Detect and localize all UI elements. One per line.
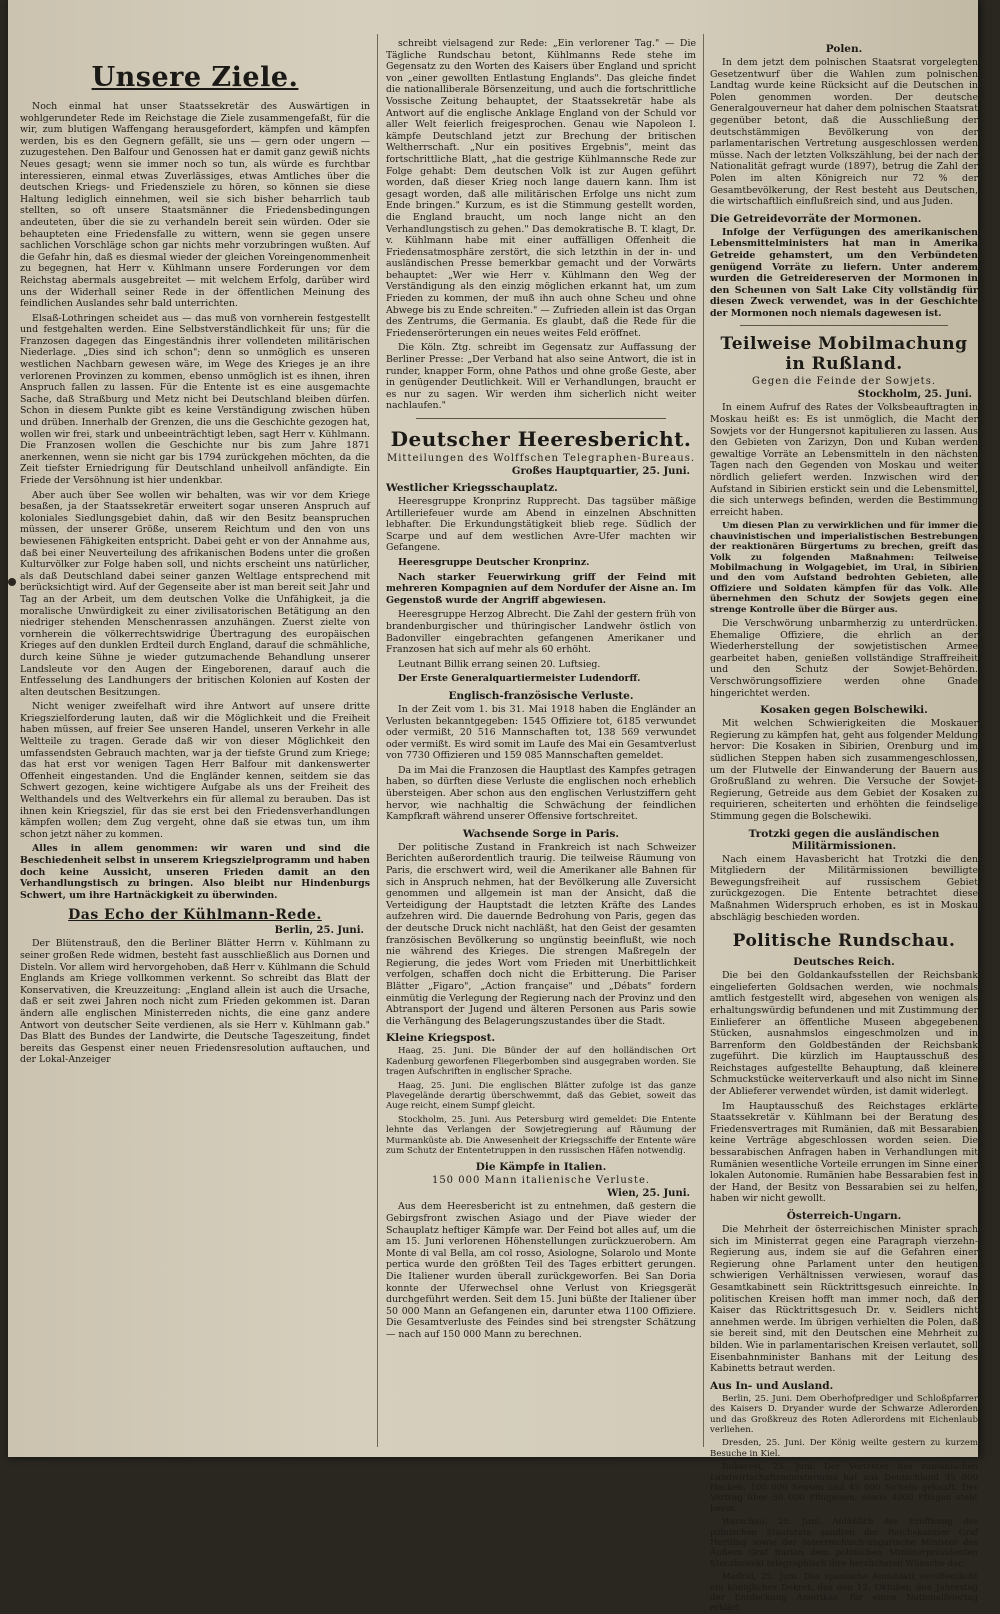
article-paragraph: Stockholm, 25. Juni. Aus Petersburg wird gemeldet: Die Entente lehnte das Verlangen der Sowjetregierung auf Räumung der Murmanküste ab. Die Anwesenheit der Kriegsschiffe der Entente wäre zum Schutz der Ententetruppen in den russischen Häfen notwendig. bbox=[386, 1114, 696, 1156]
divider bbox=[416, 418, 666, 419]
newspaper-page bbox=[8, 0, 978, 1614]
article-paragraph: Heeresgruppe Herzog Albrecht. Die Zahl der gestern früh von brandenburgischer und thüringischer Landwehr östlich von Badonviller eingebrachten gefangenen Amerikaner und Franzosen hat sich auf mehr als 60 erhöht. bbox=[386, 609, 696, 656]
article-paragraph: Die bei den Goldankaufsstellen der Reichsbank eingelieferten Goldsachen werden, wie nochmals amtlich festgestellt wird, abgesehen von wenigen als erhaltungswürdig befundenen und mit Zustimmung der Einlieferer an öffentliche Museen abgegebenen Stücken, ausnahmslos eingeschmolzen und in Barrenform den Goldbeständen der Reichsbank zugeführt. Die kürzlich im Hauptausschuß des Reichstages aufgestellte Behauptung, daß kleinere Schmuckstücke weiterverkauft und also nicht im Sinne der Ablieferer verwendet würden, ist damit widerlegt. bbox=[710, 970, 978, 1098]
article-paragraph: Heeresgruppe Deutscher Kronprinz. bbox=[398, 556, 590, 568]
section-headline: Teilweise Mobilmachung in Rußland. bbox=[720, 334, 968, 375]
article-paragraph: Im Hauptausschuß des Reichstages erklärte Staatssekretär v. Kühlmann bei der Beratung des Friedensvertrages mit Rumänien, daß mit Bessarabien keine Verträge abgeschlossen worden seien. Die bessarabischen Anfragen haben in Verhandlungen mit Rumänien wesentliche Vorteile errungen im Sinne einer lokalen Autonomie. Rumänien habe Bessarabien fest in der Hand, der Besitz von Bessarabien sei zu helfen, haben wir nicht gewollt. bbox=[710, 1100, 978, 1205]
article-paragraph: Der Erste Generalquartiermeister Ludendorff. bbox=[398, 673, 641, 685]
dateline: Großes Hauptquartier, 25. Juni. bbox=[511, 466, 690, 477]
subhead: Deutsches Reich. bbox=[793, 956, 895, 969]
divider bbox=[740, 325, 948, 326]
article-paragraph: schreibt vielsagend zur Rede: „Ein verlorener Tag." — Die Tägliche Rundschau betont, Kühlmanns Rede stehe im Gegensatz zu den Worten des Kaisers über England und spricht von „einer gewollten Entlastung Englands". Das gleiche findet die nationalliberale Börsenzeitung, und auch die fortschrittliche Vossische Zeitung behauptet, der Staatssekretär habe als Antwort auf die englische Anklage England von der Schuld vor aller Welt feierlich freigesprochen. Genau wie Napoleon I. kämpfe Deutschland jetzt zur Brechung der britischen Weltherrschaft. „Nur ein positives Ergebnis", meint das fortschrittliche Blatt, „hat die gestrige Kühlmannsche Rede zur Folge gehabt: Dem deutschen Volk ist zur Augen geführt worden, daß dieser Krieg noch lange dauern kann. Ihm ist gesagt worden, daß alle militärischen Erfolge uns nicht zum Ende bringen." Kurzum, es ist die Stimmung gestellt worden, die England braucht, um noch lange nicht an den Verhandlungstisch zu gehen." Das demokratische B. T. klagt, Dr. v. Kühlmann habe mit einer auffälligen Offenheit die Friedensatmosphäre zerstört, die sich letzthin in der in- und ausländischen Presse bemerkbar gemacht und der Vorwärts behauptet: „Wer wie Herr v. Kühlmann den Weg der Verständigung als den einzig möglichen erkannt hat, um zum Frieden zu kommen, der muß ihn auch ohne Scheu und ohne Abwege bis zu Ende schreiten." — Zufrieden allein ist das Organ des Zentrums, die Germania. Es glaubt, daß die Rede für die Friedenserörterungen ein neues weites Feld eröffnet. bbox=[386, 38, 696, 339]
subline: Gegen die Feinde der Sowjets. bbox=[751, 376, 937, 388]
subhead: Österreich-Ungarn. bbox=[786, 1210, 902, 1222]
main-headline: Unsere Ziele. bbox=[91, 62, 299, 93]
dateline: Wien, 25. Juni. bbox=[607, 1188, 690, 1200]
article-paragraph: Mit welchen Schwierigkeiten die Moskauer Regierung zu kämpfen hat, geht aus folgender Meldung hervor: Die Kosaken in Sibirien, Orenburg und im südlichen Steppen haben sich zusammengeschlossen, um der Flutwelle der Einwanderung der Bauern aus Großrußland zu wehren. Die Versuche der Sowjet-Regierung, Getreide aus dem Gebiet der Kosaken zu requirieren, scheiterten und erhöhten die feindselige Stimmung gegen die Bolschewiki. bbox=[710, 718, 978, 822]
subhead: Englisch-französische Verluste. bbox=[448, 689, 634, 702]
subhead: Die Kämpfe in Italien. bbox=[475, 1161, 607, 1174]
column-rule bbox=[377, 34, 378, 1447]
article-paragraph: Heeresgruppe Kronprinz Rupprecht. Das tagsüber mäßige Artilleriefeuer wurde am Abend in einzelnen Abschnitten lebhafter. Die Erkundungstätigkeit blieb rege. Südlich der Scarpe und auf dem westlichen Avre-Ufer machten wir Gefangene. bbox=[386, 496, 696, 554]
subhead: Kleine Kriegspost. bbox=[386, 1032, 496, 1045]
subhead: Wachsende Sorge in Paris. bbox=[462, 827, 620, 840]
article-paragraph: Die Köln. Ztg. schreibt im Gegensatz zur Auffassung der Berliner Presse: „Der Verband hat also seine Antwort, die ist in runder, knapper Form, ohne Pathos und ohne große Geste, aber in genügender Deutlichkeit. Will er Verhandlungen, braucht er es nur zu sagen. Wir werden ihm sicherlich nicht weiter nachlaufen." bbox=[386, 342, 696, 412]
article-paragraph: Berlin, 25. Juni. Dem Oberhofprediger und Schloßpfarrer des Kaisers D. Dryander wurde der Schwarze Adlerorden und das Großkreuz des Roten Adlerordens mit Eichenlaub verliehen. bbox=[710, 1393, 978, 1435]
article-paragraph: Nach starker Feuerwirkung griff der Feind mit mehreren Kompagnien auf dem Nordufer der Aisne an. Im Gegenstoß wurde der Angriff abgewiesen. bbox=[386, 571, 696, 606]
column-3 bbox=[710, 38, 978, 1614]
dateline: Berlin, 25. Juni. bbox=[274, 925, 364, 937]
article-paragraph: Madrid, 25. Juni. Das spanische Amtsblatt veröffentlicht ein königliches Dekret, das den 12. Oktober, den Jahrestag der Entdeckung Amerikas, für einen Nationalfeiertag erklärt. bbox=[710, 1572, 978, 1614]
subline: 150 000 Mann italienische Verluste. bbox=[431, 1175, 651, 1187]
article-paragraph: Haag, 25. Juni. Die englischen Blätter zufolge ist das ganze Plavegelände derartig überschwemmt, daß das Gebiet, soweit das Auge reicht, einem Sumpf gleicht. bbox=[386, 1080, 696, 1112]
column-2 bbox=[386, 38, 696, 1449]
article-paragraph: Nicht weniger zweifelhaft wird ihre Antwort auf unsere dritte Kriegszielforderung lauten, daß wir die Möglichkeit und die Freiheit haben müssen, auf freier See unseren Handel, unseren Verkehr in alle Weltteile zu tragen. Gerade daß wir von dieser Möglichkeit den umfassendsten Gebrauch machten, war ja der tiefste Grund zum Kriege; das hat erst vor wenigen Tagen Herr Balfour mit dankenswerter Offenheit eingestanden. Und die Engländer kennen, seitdem sie das Schwert gezogen, keine wichtigere Aufgabe als uns der Freiheit des Welthandels und des Weltverkehrs ein für allemal zu berauben. Das ist ihnen kein Kriegsziel, für das sie erst bei den Friedensverhandlungen kämpfen wollen; dem Zug vergeht, ohne daß sie etwas tun, um ihm schon jetzt näher zu kommen. bbox=[20, 701, 370, 840]
column-rule bbox=[703, 34, 704, 1447]
article-paragraph: In einem Aufruf des Rates der Volksbeauftragten in Moskau heißt es: Es ist unmöglich, die Macht der Sowjets vor der Hungersnot kapitulieren zu lassen. Aus den Gebieten von Zarizyn, Don und Kuban werden gewaltige Vorräte an Lebensmitteln in den nächsten Tagen nach den Gegenden von Moskau und weiter nördlich geliefert werden. Inzwischen wird der Aufstand in Sibirien erstickt sein und die Lebensmittel, die sich unterwegs befinden, werden die Bestimmung erreicht haben. bbox=[710, 402, 978, 518]
article-paragraph: Nach einem Havasbericht hat Trotzki die den Mitgliedern der Militärmissionen bewilligte Bewegungsfreiheit auf russischem Gebiet zurückgezogen. Die Entente betrachtet diese Maßnahmen Widerspruch erhoben, es ist in Moskau abschlägig beschieden worden. bbox=[710, 853, 978, 923]
section-headline: Das Echo der Kühlmann-Rede. bbox=[68, 907, 322, 924]
article-paragraph: Der politische Zustand in Frankreich ist nach Schweizer Berichten außerordentlich traurig. Die teilweise Räumung von Paris, die erschwert wird, weil die Amerikaner alle Bahnen für sich in Anspruch nehmen, hat der Bevölkerung alle Zuversicht genommen und allgemein ist man der Ansicht, daß die Verteidigung der Hauptstadt die letzten Kräfte des Landes aufzehren wird. Die dauernde Bedrohung von Paris, gegen das der deutsche Druck nicht nachläßt, hat den Geist der gesamten französischen Bevölkerung so ungünstig beeinflußt, wie noch nie während des Krieges. Die strengen Maßregeln der Regierung, die jedes Wort vom Frieden mit Unerbittlichkeit verfolgen, schaffen doch nicht die Erbitterung. Die Pariser Blätter „Figaro", „Action française" und „Débats" fordern einmütig die Verlegung der Regierung nach der Provinz und den Abtransport der Jugend und älteren Personen aus Paris sowie die Verhängung des Belagerungszustandes über die Stadt. bbox=[386, 841, 696, 1027]
binding-hole bbox=[8, 578, 16, 586]
article-paragraph: Warschau, 25. Juni. Anläßlich der Eröffnung des polnischen Staatsrats sandten der Reichskanzler Graf Hertling sowie der österreichisch-ungarische Minister des Äußern Graf Burian dem polnischen Ministerpräsidenten Steczkowski telegraphisch ihre herzlichsten Wünsche dar. bbox=[710, 1517, 978, 1569]
article-paragraph: Dresden, 25. Juni. Der König weilte gestern zu kurzem Besuche in Kiel. bbox=[710, 1438, 978, 1459]
subhead: Kosaken gegen Bolschewiki. bbox=[760, 704, 928, 717]
article-paragraph: Alles in allem genommen: wir waren und sind die Beschiedenheit selbst in unserem Kriegszielprogramm und haben doch keine Aussicht, unseren Frieden damit an den Verhandlungstisch zu bringen. Also bleibt nur Hindenburgs Schwert, um ihre Hartnäckigkeit zu überwinden. bbox=[20, 843, 370, 901]
article-paragraph: In der Zeit vom 1. bis 31. Mai 1918 haben die Engländer an Verlusten bekanntgegeben: 1545 Offiziere tot, 6185 verwundet oder vermißt, 20 516 Mannschaften tot, 138 569 verwundet oder vermißt. Es wird somit im Laufe des Mai ein Gesamtverlust von 7730 Offizieren und 159 085 Mannschaften gemeldet. bbox=[386, 703, 696, 762]
subhead: Polen. bbox=[825, 43, 863, 55]
section-headline: Deutscher Heeresbericht. bbox=[390, 427, 692, 451]
article-paragraph: Die Mehrheit der österreichischen Minister sprach sich im Ministerrat gegen eine Paragraph vierzehn-Regierung aus, indem sie auf die Gefahren einer Regierung ohne Parlament unter den heutigen schwierigen Verhältnissen verwiesen, worauf das Gesamtkabinett sein Rücktrittsgesuch einreichte. In politischen Kreisen hofft man immer noch, daß der Kaiser das Rücktrittsgesuch Dr. v. Seidlers nicht annehmen werde. Im übrigen verhielten die Polen, daß sie bereit sind, mit den Deutschen eine Mehrheit zu bilden. Wie in parlamentarischen Kreisen verlautet, soll Eisenbahnminister Banhans mit der Leitung des Kabinetts betraut werden. bbox=[710, 1224, 978, 1375]
article-paragraph: Die Verschwörung unbarmherzig zu unterdrücken. Ehemalige Offiziere, die ehrlich an der Wiederherstellung der sowjetistischen Armee gearbeitet haben, genießen vollständige Straffreiheit und den Schutz der Sowjet-Behörden. Verschwörungsoffiziere werden ohne Gnade hingerichtet werden. bbox=[710, 618, 978, 699]
subhead: Westlicher Kriegsschauplatz. bbox=[386, 482, 558, 494]
article-paragraph: Noch einmal hat unser Staatssekretär des Auswärtigen in wohlgerundeter Rede im Reichstage die Ziele zusammengefaßt, für die wir, zum blutigen Waffengang herausgefordert, kämpfen und kämpfen werden, bis es den Gegnern gefällt, sie uns — gern oder ungern — zuzugestehen. Den Balfour und Genossen hat er damit ganz gewiß nichts Neues gesagt; wenn sie immer noch so tun, als würde es furchtbar interessieren, einmal etwas Zuverlässiges, etwas Amtliches über die deutschen Kriegs- und Friedensziele zu hören, so können sie diese Haltung lediglich einnehmen, weil sie sich bisher beharrlich taub stellten, so oft unsere Staatsmänner die Friedensbedingungen andeuteten, über die sie zu verhandeln bereit sein würden. Oder sie behaupteten eine Friedensfalle zu wittern, wenn sie gegen unsere sachlichen Vorschläge schon gar nichts mehr vorzubringen wußten. Auf die Gefahr hin, daß es diesmal wieder der gleichen Voreingenommenheit zu begegnen, hat Herr v. Kühlmann unsere Forderungen vor dem Reichstag abermals ausgebreitet — mit welchem Erfolg, darüber wird uns der Widerhall seiner Rede in der öffentlichen Meinung des feindlichen Auslandes sehr bald unterrichten. bbox=[20, 101, 370, 310]
subhead: Aus In- und Ausland. bbox=[710, 1379, 834, 1392]
article-paragraph: Aus dem Heeresbericht ist zu entnehmen, daß gestern die Gebirgsfront zwischen Asiago und der Piave wieder der Schauplatz heftiger Kämpfe war. Der Feind bot alles auf, um die am 15. Juni verlorenen Höhenstellungen zurückzuerobern. Am Monte di val Bella, am col rosso, Asiologne, Solarolo und Monte pertica wurde den größten Teil des Tages erbittert gerungen. Die Italiener wurden überall zurückgeworfen. Bei San Doria konnte der Uferwechsel ohne Verlust von Kriegsgerät durchgeführt werden. Seit dem 15. Juni büßte der Italiener über 50 000 Mann an Gefangenen ein, darunter etwa 1100 Offiziere. Die Gesamtverluste des Feindes sind bei strengster Schätzung — nach auf 150 000 Mann zu berechnen. bbox=[386, 1201, 696, 1340]
article-paragraph: Elsaß-Lothringen scheidet aus — das muß von vornherein festgestellt und festgehalten werden. Eine Selbstverständlichkeit für uns; für die Franzosen dagegen das Eingeständnis ihrer vollendeten militärischen Niederlage. „Dies sind ich schon"; denn so unmöglich es unseren westlichen Nachbarn gewesen wäre, im Wege des Krieges je an ihre verlorenen Provinzen zu kommen, ebenso unmöglich ist es ihnen, ihren Anspruch fallen zu lassen. Für die Entente ist es eine ausgemachte Sache, daß Straßburg und Metz nicht bei Deutschland bleiben dürfen. Schon in diesem Punkte gibt es keine Verständigung zwischen hüben und drüben. Innerhalb der Grenzen, die uns die Geschichte gezogen hat, wollen wir frei, stark und unbeeinträchtigt leben, sagt Herr v. Kühlmann. Die Franzosen wollen die Geschichte nur bis zum Jahre 1871 anerkennen, wenn sie nicht gar bis 1794 zurückgehen möchten, da die Zeit tiefster Erniedrigung für Deutschland unheilvoll anfändigte. Ein Friede der Versöhnung ist hier undenkbar. bbox=[20, 312, 370, 486]
subhead: Trotzki gegen die ausländischen Militärmissionen. bbox=[748, 827, 940, 852]
article-paragraph: Leutnant Billik errang seinen 20. Luftsieg. bbox=[398, 658, 601, 670]
subhead: Die Getreidevorräte der Mormonen. bbox=[710, 212, 922, 225]
column-1 bbox=[20, 38, 370, 1449]
article-paragraph: Infolge der Verfügungen des amerikanischen Lebensmittelministers hat man in Amerika Getreide gehamstert, um den Verbündeten genügend Vorräte zu liefern. Unter anderem wurden die Getreidereserven der Mormonen in den Scheunen von Salt Lake City vollständig für diesen Zweck verwendet, was in der Geschichte der Mormonen noch niemals dagewesen ist. bbox=[710, 226, 978, 319]
article-paragraph: In dem jetzt dem polnischen Staatsrat vorgelegten Gesetzentwurf über die Wahlen zum polnischen Landtag wurde keine Rücksicht auf die Deutschen in Polen genommen worden. Der deutsche Generalgouverneur hat daher dem polnischen Staatsrat gegenüber betont, daß die Ausschließung der deutschstämmigen Bevölkerung von der parlamentarischen Vertretung ausgeschlossen werden müsse. Nach der letzten Volkszählung, bei der nach der Nationalität gefragt wurde (1897), betrug die Zahl der Polen im alten Königreich nur 72 % der Gesamtbevölkerung, der Rest besteht aus Deutschen, die wirtschaftlich einflußreich sind, und aus Juden. bbox=[710, 57, 978, 208]
article-paragraph: Bukarest, 25. Juni. Der Vertreter des rumänischen Landwirtschaftsministeriums hat aus Deutschland 35 000 Hacken, 100 000 Sensen und 45 000 Sicheln gekauft. Der Vertrag über 50 000 Pflugeisen, sowie 4000 Pflügen steht bevor. bbox=[710, 1462, 978, 1514]
subline: Mitteilungen des Wolffschen Telegraphen-Bureaus. bbox=[386, 453, 696, 464]
article-paragraph: Der Blütenstrauß, den die Berliner Blätter Herrn v. Kühlmann zu seiner großen Rede widmen, besteht fast ausschließlich aus Dornen und Disteln. Vor allem wird hervorgehoben, daß Herr v. Kühlmann die Schuld Englands am Kriege vollkommen verkennt. So schreibt das Blatt der Konservativen, die Kreuzzeitung: „England allein ist auch die Ursache, daß er seit zwei Jahren noch nicht zum Frieden gekommen ist. Daran ändern alle englischen Ministerreden nichts, die eine ganz andere Antwort von deutscher Seite verdienen, als sie Herr v. Kühlmann gab." Das Blatt des Bundes der Landwirte, die Deutsche Tageszeitung, findet bereits das Gespenst einer neuen Friedensresolution auftauchen, und der Lokal-Anzeiger bbox=[20, 938, 370, 1066]
article-paragraph: Da im Mai die Franzosen die Hauptlast des Kampfes getragen haben, so dürften diese Verluste die englischen noch erheblich übersteigen. Aber schon aus den englischen Verlustziffern geht hervor, wie nachhaltig die Schwächung der feindlichen Kampfkraft während unserer Offensive fortschreitet. bbox=[386, 764, 696, 823]
article-paragraph: Aber auch über See wollen wir behalten, was wir vor dem Kriege besaßen, ja der Staatssekretär erweitert sogar unseren Anspruch auf koloniales Siedlungsgebiet dahin, daß wir den Besitz beanspruchen müssen, der unserer Größe, unserem Reichtum und den von uns bewiesenen Fähigkeiten entspricht. Dabei geht er von der Annahme aus, daß bei einer Neuverteilung des afrikanischen Bodens unter die großen Kulturvölker zur Folge haben soll, und nichts erscheint uns natürlicher, als daß Deutschland dabei seiner ganzen Weltlage entsprechend mit berücksichtigt wird. Auf der Gegenseite aber ist man bereit seit Jahr und Tag an der Arbeit, um dem deutschen Volke die Unfähigkeit, ja die moralische Unwürdigkeit zu einer zivilisatorischen Betätigung an den niedriger stehenden Menschenrassen anzuhängen. Zuerst zielte von vornherein die völkerrechtswidrige Übertragung des europäischen Krieges auf den dunklen Erdteil durch England, darauf die schmähliche, durch keine Sühne je wieder gutzumachende Behandlung unserer Landsleute vor den Augen der Eingeborenen, darauf auch die Entfesselung des Landhungers der britischen Kolonien auf Kosten der alten deutschen Besitzungen. bbox=[20, 489, 370, 698]
article-paragraph: Haag, 25. Juni. Die Bünder der auf den holländischen Ort Kadenburg geworfenen Fliegerbomben sind ausgegraben worden. Sie tragen Aufschriften in englischer Sprache. bbox=[386, 1046, 696, 1078]
dateline: Stockholm, 25. Juni. bbox=[857, 389, 972, 401]
section-headline: Politische Rundschau. bbox=[732, 931, 956, 952]
article-paragraph: Um diesen Plan zu verwirklichen und für immer die chauvinistischen und imperialistischen Bestrebungen der reaktionären Bürgertums zu brechen, greift das Volk zu folgenden Maßnahmen: Teilweise Mobilmachung in Wolgagebiet, im Ural, in Sibirien und den vom Aufstand bedrohten Gebieten, alle Offiziere und Soldaten kämpfen für das Volk. Alle übernehmen den Schutz der Sowjets gegen eine strenge Kontrolle über die Bürger aus. bbox=[710, 521, 978, 615]
